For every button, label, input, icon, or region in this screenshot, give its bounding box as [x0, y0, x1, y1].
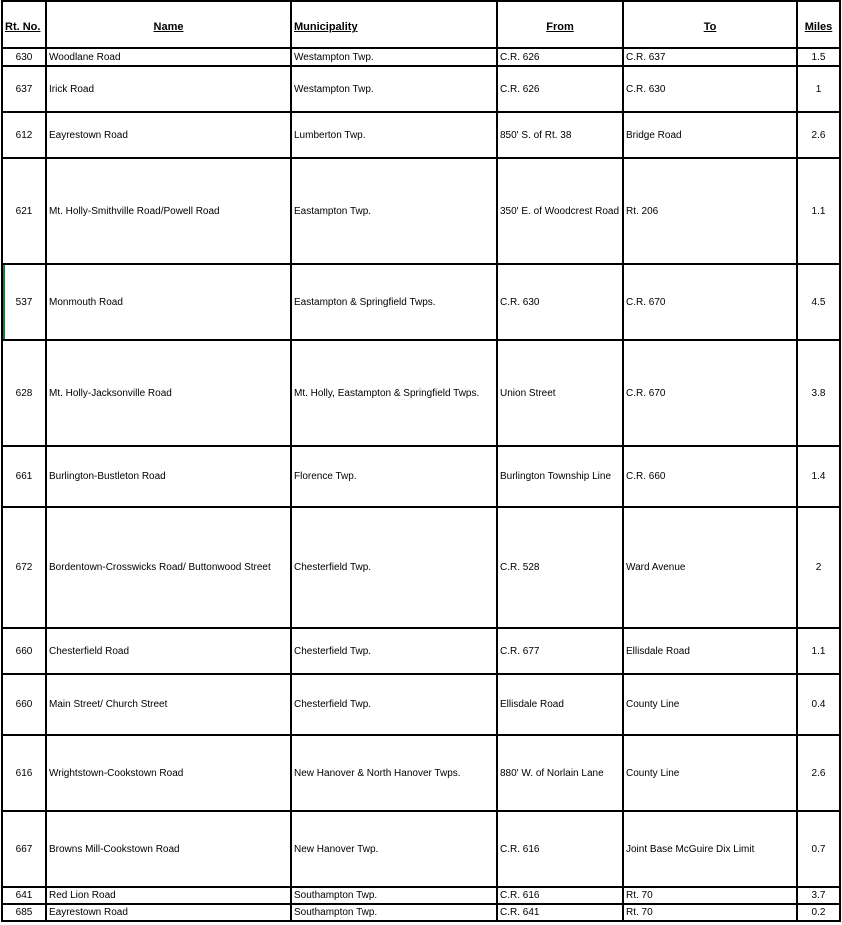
cell-to: C.R. 630 — [623, 66, 797, 112]
header-municipality: Municipality — [291, 1, 497, 48]
cell-municipality: Southampton Twp. — [291, 887, 497, 904]
header-to: To — [623, 1, 797, 48]
cell-miles: 3.7 — [797, 887, 840, 904]
cell-municipality: Chesterfield Twp. — [291, 674, 497, 735]
cell-name: Woodlane Road — [46, 48, 291, 66]
table-row — [2, 264, 840, 340]
cell-name: Red Lion Road — [46, 887, 291, 904]
table-row — [2, 811, 840, 887]
cell-municipality: Westampton Twp. — [291, 66, 497, 112]
cell-miles: 2 — [797, 507, 840, 628]
table-row — [2, 48, 840, 66]
cell-name: Mt. Holly-Jacksonville Road — [46, 340, 291, 446]
cell-rt-no: 660 — [2, 674, 46, 735]
cell-rt-no: 660 — [2, 628, 46, 674]
header-rt-no: Rt. No. — [2, 1, 46, 48]
cell-miles: 4.5 — [797, 264, 840, 340]
cell-to: Rt. 70 — [623, 887, 797, 904]
cell-to: Rt. 70 — [623, 904, 797, 921]
table-row — [2, 904, 840, 921]
cell-miles: 1.5 — [797, 48, 840, 66]
cell-from: C.R. 630 — [497, 264, 623, 340]
cell-to: Ellisdale Road — [623, 628, 797, 674]
table-row — [2, 158, 840, 264]
cell-from: C.R. 626 — [497, 48, 623, 66]
cell-rt-no: 630 — [2, 48, 46, 66]
cell-from: Burlington Township Line — [497, 446, 623, 507]
cell-to: County Line — [623, 674, 797, 735]
cell-rt-no: 612 — [2, 112, 46, 158]
cell-from: C.R. 626 — [497, 66, 623, 112]
cell-rt-no: 537 — [2, 264, 46, 340]
cell-rt-no: 628 — [2, 340, 46, 446]
cell-from: 350' E. of Woodcrest Road — [497, 158, 623, 264]
cell-miles: 1.4 — [797, 446, 840, 507]
cell-to: C.R. 637 — [623, 48, 797, 66]
cell-from: C.R. 616 — [497, 811, 623, 887]
cell-from: Ellisdale Road — [497, 674, 623, 735]
cell-municipality: Southampton Twp. — [291, 904, 497, 921]
cell-rt-no: 661 — [2, 446, 46, 507]
cell-from: 880' W. of Norlain Lane — [497, 735, 623, 811]
cell-from: C.R. 616 — [497, 887, 623, 904]
table-row — [2, 446, 840, 507]
cell-name: Bordentown-Crosswicks Road/ Buttonwood Street — [46, 507, 291, 628]
cell-to: C.R. 660 — [623, 446, 797, 507]
cell-to: C.R. 670 — [623, 340, 797, 446]
cell-municipality: Lumberton Twp. — [291, 112, 497, 158]
roads-table — [1, 0, 841, 922]
cell-name: Burlington-Bustleton Road — [46, 446, 291, 507]
cell-miles: 2.6 — [797, 112, 840, 158]
cell-rt-no: 667 — [2, 811, 46, 887]
cell-municipality: Chesterfield Twp. — [291, 507, 497, 628]
cell-rt-no: 641 — [2, 887, 46, 904]
cell-rt-no: 621 — [2, 158, 46, 264]
cell-name: Chesterfield Road — [46, 628, 291, 674]
cell-name: Browns Mill-Cookstown Road — [46, 811, 291, 887]
cell-municipality: New Hanover & North Hanover Twps. — [291, 735, 497, 811]
cell-rt-no: 685 — [2, 904, 46, 921]
cell-municipality: Chesterfield Twp. — [291, 628, 497, 674]
cell-miles: 2.6 — [797, 735, 840, 811]
cell-name: Main Street/ Church Street — [46, 674, 291, 735]
cell-name: Mt. Holly-Smithville Road/Powell Road — [46, 158, 291, 264]
table-row — [2, 735, 840, 811]
cell-to: Bridge Road — [623, 112, 797, 158]
cell-name: Eayrestown Road — [46, 112, 291, 158]
cell-municipality: Mt. Holly, Eastampton & Springfield Twps. — [291, 340, 497, 446]
cell-rt-no: 637 — [2, 66, 46, 112]
table-row — [2, 507, 840, 628]
cell-name: Eayrestown Road — [46, 904, 291, 921]
cell-name: Wrightstown-Cookstown Road — [46, 735, 291, 811]
cell-rt-no: 616 — [2, 735, 46, 811]
cell-from: C.R. 641 — [497, 904, 623, 921]
cell-rt-no: 672 — [2, 507, 46, 628]
header-miles: Miles — [797, 1, 840, 48]
cell-miles: 3.8 — [797, 340, 840, 446]
cell-municipality: Westampton Twp. — [291, 48, 497, 66]
cell-miles: 0.2 — [797, 904, 840, 921]
cell-to: Ward Avenue — [623, 507, 797, 628]
cell-name: Irick Road — [46, 66, 291, 112]
cell-from: C.R. 528 — [497, 507, 623, 628]
table-row — [2, 674, 840, 735]
cell-municipality: Eastampton & Springfield Twps. — [291, 264, 497, 340]
table-row — [2, 340, 840, 446]
header-name: Name — [46, 1, 291, 48]
cell-municipality: Florence Twp. — [291, 446, 497, 507]
cell-municipality: New Hanover Twp. — [291, 811, 497, 887]
cell-to: C.R. 670 — [623, 264, 797, 340]
cell-miles: 0.4 — [797, 674, 840, 735]
header-from: From — [497, 1, 623, 48]
header-row — [2, 1, 840, 48]
cell-miles: 1.1 — [797, 628, 840, 674]
table-row — [2, 66, 840, 112]
cell-to: County Line — [623, 735, 797, 811]
cell-miles: 1 — [797, 66, 840, 112]
cell-miles: 1.1 — [797, 158, 840, 264]
cell-from: 850' S. of Rt. 38 — [497, 112, 623, 158]
table-row — [2, 112, 840, 158]
table-row — [2, 628, 840, 674]
cell-from: Union Street — [497, 340, 623, 446]
cell-from: C.R. 677 — [497, 628, 623, 674]
cell-municipality: Eastampton Twp. — [291, 158, 497, 264]
table-row — [2, 887, 840, 904]
cell-name: Monmouth Road — [46, 264, 291, 340]
cell-to: Joint Base McGuire Dix Limit — [623, 811, 797, 887]
cell-miles: 0.7 — [797, 811, 840, 887]
cell-to: Rt. 206 — [623, 158, 797, 264]
